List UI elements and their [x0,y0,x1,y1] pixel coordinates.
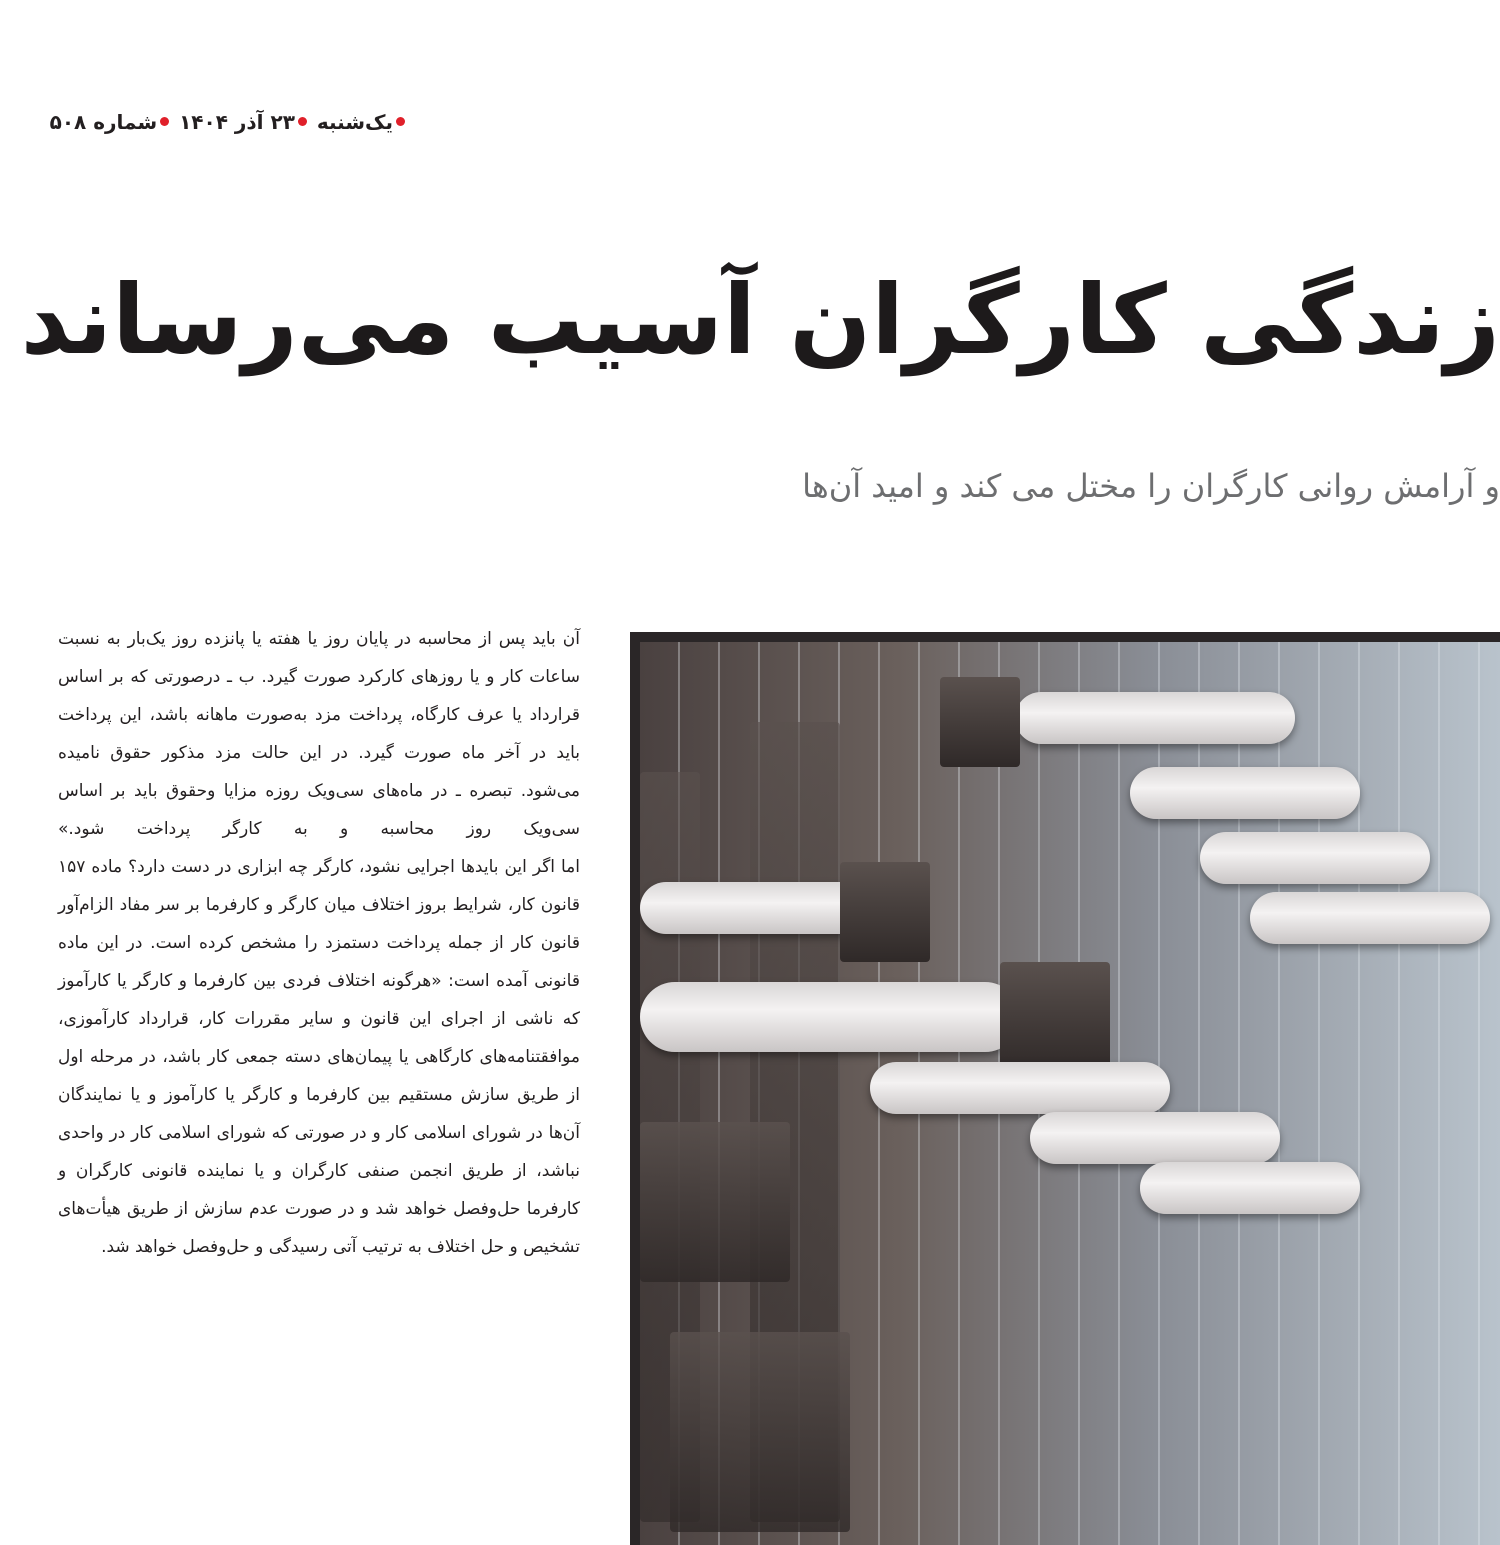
bullet-dot-icon [160,117,169,126]
issue-number: شماره ۵۰۸ [49,109,158,134]
thread-spool [1015,692,1295,744]
machine-part [670,1332,850,1532]
bullet-dot-icon [396,117,405,126]
article-body-column [58,620,580,1266]
machine-part [940,677,1020,767]
thread-spool [1130,767,1360,819]
body-paragraph: اما اگر این بایدها اجرایی نشود، کارگر چه ابزاری در دست دارد؟ ماده ۱۵۷ قانون کار، شرایط بروز اختلاف میان کارگر و کارفرما بر سر مفاد الزام‌آور قانون کار از جمله پرداخت دستمزد را مشخص کرده است. در این ماده قانونی آمده است: «هرگونه اختلاف فردی بین کارفرما و کارگر یا کارآموز که ناشی از اجرای این قانون و سایر مقررات کار، قرارداد کارآموزی، موافقتنامه‌های کارگاهی یا پیمان‌های دسته جمعی کار باشد، در مرحله اول از طریق سازش مستقیم بین کارفرما و کارگر یا کارآموز و یا نمایندگان آن‌ها در شورای اسلامی کار و در صورتی که شورای اسلامی کار در واحدی نباشد، از طریق انجمن صنفی کارگران و یا نماینده قانونی کارگران و کارفرما حل‌وفصل خواهد شد و در صورت عدم سازش از طریق هیأت‌های تشخیص و حل اختلاف به ترتیب آتی رسیدگی و حل‌وفصل خواهد شد. [58,857,580,1257]
machine-part [640,1122,790,1282]
thread-spool [870,1062,1170,1114]
article-subtitle: و آرامش روانی کارگران را مختل می کند و امید آن‌ها [802,467,1500,505]
article-photo-frame [630,632,1500,1545]
body-paragraph: آن باید پس از محاسبه در پایان روز یا هفته یا پانزده روز یک‌بار به نسبت ساعات کار و یا روزهای کارکرد صورت گیرد. ب ـ درصورتی که بر اساس قرارداد یا عرف کارگاه، پرداخت مزد به‌صورت ماهانه باشد، این پرداخت باید در آخر ماه صورت گیرد. در این حالت مزد مذکور حقوق نامیده می‌شود. تبصره ـ در ماه‌های سی‌ویک روزه مزایا وحقوق باید بر اساس سی‌ویک روز محاسبه و به کارگر پرداخت شود.» [58,629,580,839]
article-headline: زندگی کارگران آسیب می‌رساند [20,264,1500,376]
issue-date: ۲۳ آذر ۱۴۰۴ [179,109,295,134]
issue-info-bar [49,108,408,134]
bullet-dot-icon [298,117,307,126]
thread-spool [1250,892,1490,944]
machine-part [1000,962,1110,1072]
thread-spool [640,982,1020,1052]
machine-part [840,862,930,962]
thread-spool [1200,832,1430,884]
textile-machine-photo [640,642,1500,1545]
thread-spool [1030,1112,1280,1164]
thread-spool [1140,1162,1360,1214]
issue-day: یک‌شنبه [316,109,393,134]
